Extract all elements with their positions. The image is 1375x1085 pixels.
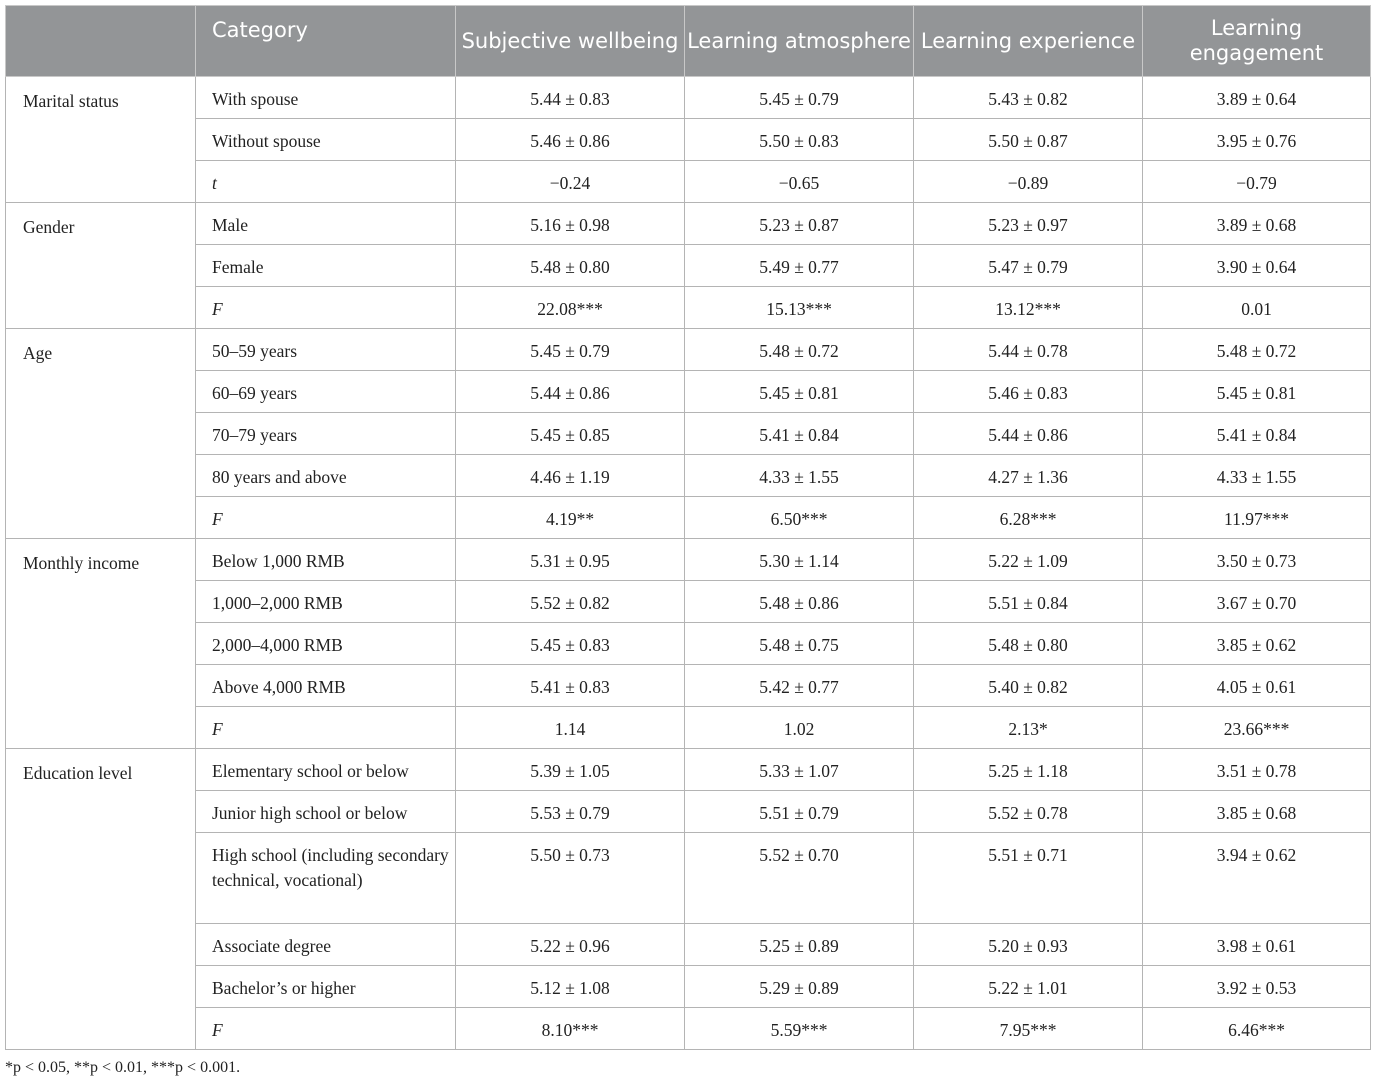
table-row — [6, 413, 1371, 455]
group-label: Age — [6, 329, 196, 539]
category-label: Junior high school or below — [196, 791, 456, 833]
category-label: 50–59 years — [196, 329, 456, 371]
header-row — [6, 6, 1371, 77]
value-cell: 5.47 ± 0.79 — [914, 245, 1143, 287]
value-cell: 5.46 ± 0.83 — [914, 371, 1143, 413]
value-cell: 15.13*** — [685, 287, 914, 329]
category-label: 2,000–4,000 RMB — [196, 623, 456, 665]
value-cell: 7.95*** — [914, 1008, 1143, 1050]
value-cell: 5.41 ± 0.83 — [456, 665, 685, 707]
category-label: Without spouse — [196, 119, 456, 161]
value-cell: 5.45 ± 0.81 — [685, 371, 914, 413]
category-label: Above 4,000 RMB — [196, 665, 456, 707]
value-cell: 5.31 ± 0.95 — [456, 539, 685, 581]
category-label: Male — [196, 203, 456, 245]
value-cell: 4.33 ± 1.55 — [685, 455, 914, 497]
header-category: Category — [196, 6, 456, 77]
category-label: Below 1,000 RMB — [196, 539, 456, 581]
value-cell: 5.41 ± 0.84 — [1143, 413, 1371, 455]
value-cell: 5.42 ± 0.77 — [685, 665, 914, 707]
group-label: Monthly income — [6, 539, 196, 749]
category-label: 80 years and above — [196, 455, 456, 497]
table-row — [6, 749, 1371, 791]
table-row — [6, 1008, 1371, 1050]
value-cell: 5.45 ± 0.85 — [456, 413, 685, 455]
value-cell: 5.43 ± 0.82 — [914, 77, 1143, 119]
value-cell: 5.49 ± 0.77 — [685, 245, 914, 287]
value-cell: 5.59*** — [685, 1008, 914, 1050]
table-body — [6, 77, 1371, 1050]
value-cell: 0.01 — [1143, 287, 1371, 329]
value-cell: 3.98 ± 0.61 — [1143, 924, 1371, 966]
category-label: With spouse — [196, 77, 456, 119]
value-cell: 5.12 ± 1.08 — [456, 966, 685, 1008]
value-cell: 5.20 ± 0.93 — [914, 924, 1143, 966]
value-cell: 5.53 ± 0.79 — [456, 791, 685, 833]
header-learning-engagement: Learning engagement — [1143, 6, 1371, 77]
value-cell: 3.89 ± 0.68 — [1143, 203, 1371, 245]
category-label: 60–69 years — [196, 371, 456, 413]
value-cell: 5.46 ± 0.86 — [456, 119, 685, 161]
value-cell: 5.48 ± 0.80 — [456, 245, 685, 287]
group-label: Gender — [6, 203, 196, 329]
value-cell: 6.50*** — [685, 497, 914, 539]
value-cell: 3.67 ± 0.70 — [1143, 581, 1371, 623]
header-learning-experience: Learning experience — [914, 6, 1143, 77]
statistic-label: t — [196, 161, 456, 203]
table-row — [6, 791, 1371, 833]
group-label: Marital status — [6, 77, 196, 203]
value-cell: 5.51 ± 0.71 — [914, 833, 1143, 924]
value-cell: 3.89 ± 0.64 — [1143, 77, 1371, 119]
value-cell: 5.41 ± 0.84 — [685, 413, 914, 455]
table-row — [6, 581, 1371, 623]
header-subjective-wellbeing: Subjective wellbeing — [456, 6, 685, 77]
value-cell: 23.66*** — [1143, 707, 1371, 749]
table-row — [6, 455, 1371, 497]
value-cell: 4.19** — [456, 497, 685, 539]
table-row — [6, 203, 1371, 245]
value-cell: −0.79 — [1143, 161, 1371, 203]
table-row — [6, 833, 1371, 924]
value-cell: 4.05 ± 0.61 — [1143, 665, 1371, 707]
value-cell: 5.52 ± 0.78 — [914, 791, 1143, 833]
category-label: Bachelor’s or higher — [196, 966, 456, 1008]
value-cell: 5.52 ± 0.70 — [685, 833, 914, 924]
category-label: Female — [196, 245, 456, 287]
value-cell: 5.48 ± 0.80 — [914, 623, 1143, 665]
value-cell: 5.50 ± 0.73 — [456, 833, 685, 924]
value-cell: 5.30 ± 1.14 — [685, 539, 914, 581]
value-cell: 5.44 ± 0.86 — [914, 413, 1143, 455]
category-label: 1,000–2,000 RMB — [196, 581, 456, 623]
value-cell: 5.23 ± 0.97 — [914, 203, 1143, 245]
value-cell: 5.51 ± 0.84 — [914, 581, 1143, 623]
value-cell: 5.25 ± 0.89 — [685, 924, 914, 966]
category-label: High school (including secondary technical, vocational) — [196, 833, 456, 924]
value-cell: 4.33 ± 1.55 — [1143, 455, 1371, 497]
statistic-label: F — [196, 707, 456, 749]
group-label: Education level — [6, 749, 196, 1050]
value-cell: 5.45 ± 0.79 — [456, 329, 685, 371]
value-cell: 13.12*** — [914, 287, 1143, 329]
value-cell: 5.51 ± 0.79 — [685, 791, 914, 833]
table-row — [6, 119, 1371, 161]
value-cell: 5.23 ± 0.87 — [685, 203, 914, 245]
header-group — [6, 6, 196, 77]
table-row — [6, 371, 1371, 413]
value-cell: 11.97*** — [1143, 497, 1371, 539]
value-cell: 4.46 ± 1.19 — [456, 455, 685, 497]
value-cell: 1.14 — [456, 707, 685, 749]
value-cell: 5.50 ± 0.83 — [685, 119, 914, 161]
value-cell: −0.24 — [456, 161, 685, 203]
category-label: 70–79 years — [196, 413, 456, 455]
table-row — [6, 497, 1371, 539]
category-label: Elementary school or below — [196, 749, 456, 791]
value-cell: 5.48 ± 0.72 — [1143, 329, 1371, 371]
value-cell: 5.25 ± 1.18 — [914, 749, 1143, 791]
value-cell: 3.50 ± 0.73 — [1143, 539, 1371, 581]
value-cell: 3.85 ± 0.62 — [1143, 623, 1371, 665]
table-row — [6, 161, 1371, 203]
value-cell: 3.51 ± 0.78 — [1143, 749, 1371, 791]
value-cell: 5.48 ± 0.75 — [685, 623, 914, 665]
value-cell: 2.13* — [914, 707, 1143, 749]
value-cell: 5.16 ± 0.98 — [456, 203, 685, 245]
table-row — [6, 966, 1371, 1008]
category-label: Associate degree — [196, 924, 456, 966]
value-cell: −0.89 — [914, 161, 1143, 203]
table-row — [6, 924, 1371, 966]
value-cell: 6.28*** — [914, 497, 1143, 539]
value-cell: −0.65 — [685, 161, 914, 203]
data-table — [5, 5, 1371, 1050]
value-cell: 4.27 ± 1.36 — [914, 455, 1143, 497]
table-row — [6, 665, 1371, 707]
value-cell: 5.50 ± 0.87 — [914, 119, 1143, 161]
value-cell: 22.08*** — [456, 287, 685, 329]
value-cell: 1.02 — [685, 707, 914, 749]
statistic-label: F — [196, 287, 456, 329]
value-cell: 5.45 ± 0.81 — [1143, 371, 1371, 413]
statistic-label: F — [196, 497, 456, 539]
table-row — [6, 287, 1371, 329]
value-cell: 5.45 ± 0.79 — [685, 77, 914, 119]
value-cell: 5.44 ± 0.78 — [914, 329, 1143, 371]
value-cell: 5.45 ± 0.83 — [456, 623, 685, 665]
header-learning-atmosphere: Learning atmosphere — [685, 6, 914, 77]
value-cell: 5.39 ± 1.05 — [456, 749, 685, 791]
value-cell: 5.48 ± 0.86 — [685, 581, 914, 623]
table-row — [6, 623, 1371, 665]
table-header — [6, 6, 1371, 77]
value-cell: 3.90 ± 0.64 — [1143, 245, 1371, 287]
value-cell: 5.48 ± 0.72 — [685, 329, 914, 371]
value-cell: 5.44 ± 0.83 — [456, 77, 685, 119]
value-cell: 5.40 ± 0.82 — [914, 665, 1143, 707]
value-cell: 5.22 ± 0.96 — [456, 924, 685, 966]
value-cell: 5.22 ± 1.01 — [914, 966, 1143, 1008]
table-row — [6, 539, 1371, 581]
value-cell: 3.92 ± 0.53 — [1143, 966, 1371, 1008]
value-cell: 8.10*** — [456, 1008, 685, 1050]
value-cell: 5.33 ± 1.07 — [685, 749, 914, 791]
value-cell: 3.85 ± 0.68 — [1143, 791, 1371, 833]
value-cell: 5.44 ± 0.86 — [456, 371, 685, 413]
statistic-label: F — [196, 1008, 456, 1050]
value-cell: 3.94 ± 0.62 — [1143, 833, 1371, 924]
table-row — [6, 77, 1371, 119]
value-cell: 3.95 ± 0.76 — [1143, 119, 1371, 161]
value-cell: 5.29 ± 0.89 — [685, 966, 914, 1008]
value-cell: 5.22 ± 1.09 — [914, 539, 1143, 581]
table-row — [6, 329, 1371, 371]
table-row — [6, 707, 1371, 749]
value-cell: 5.52 ± 0.82 — [456, 581, 685, 623]
table-footnote: *p < 0.05, **p < 0.01, ***p < 0.001. — [5, 1059, 241, 1076]
value-cell: 6.46*** — [1143, 1008, 1371, 1050]
table-row — [6, 245, 1371, 287]
